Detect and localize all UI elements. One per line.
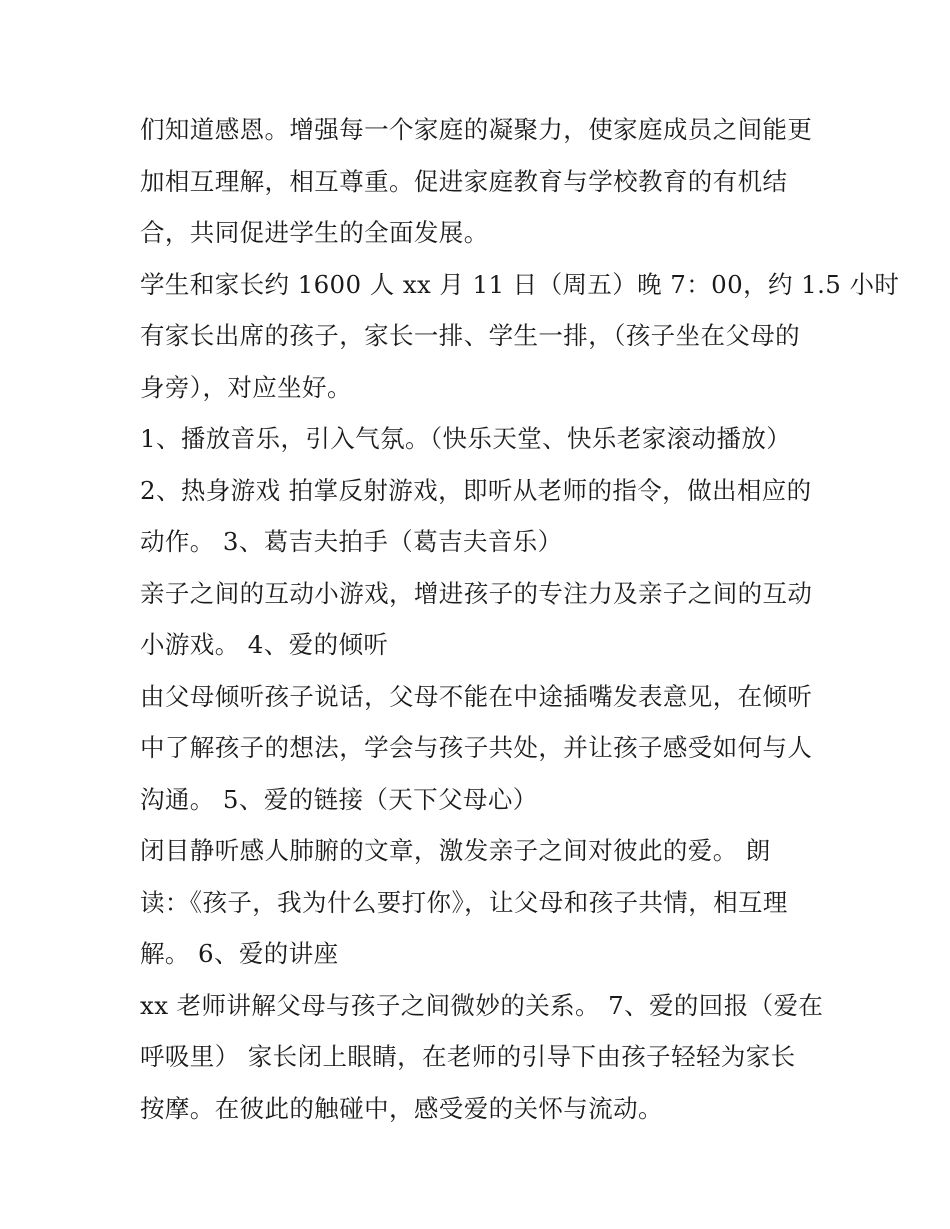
text-line: 解。 6、爱的讲座 [140, 939, 339, 968]
paragraph-step-4-5 [140, 671, 820, 826]
text-line: 中了解孩子的想法，学会与孩子共处，并让孩子感受如何与人 [140, 733, 813, 762]
text-line: 由父母倾听孩子说话，父母不能在中途插嘴发表意见，在倾听 [140, 681, 813, 711]
text-line: 闭目静听感人肺腑的文章，激发亲子之间对彼此的爱。 朗 [140, 836, 771, 865]
paragraph-step-5-6 [140, 825, 820, 980]
text-line: 身旁），对应坐好。 [140, 372, 352, 402]
paragraph-step-2-3 [140, 465, 820, 568]
text-line: 按摩。在彼此的触碰中，感受爱的关怀与流动。 [140, 1093, 663, 1123]
text-line: 动作。 3、葛吉夫拍手（葛吉夫音乐） [140, 527, 563, 556]
text-line: 学生和家长约 1600 人 xx 月 11 日（周五）晚 7：00，约 1.5 小时 [140, 269, 900, 299]
paragraph-step-6-7 [140, 980, 824, 1135]
text-line: 们知道感恩。增强每一个家庭的凝聚力，使家庭成员之间能更 [140, 115, 813, 144]
text-line: 沟通。 5、爱的链接（天下父母心） [140, 784, 538, 814]
paragraph-step-3-4 [140, 568, 820, 671]
text-line: 小游戏。 4、爱的倾听 [140, 630, 389, 659]
text-line: 加相互理解，相互尊重。促进家庭教育与学校教育的有机结 [140, 166, 788, 196]
paragraph-participants [140, 259, 900, 414]
paragraph-purpose [140, 104, 820, 259]
text-line: xx 老师讲解父母与孩子之间微妙的关系。 7、爱的回报（爱在 [140, 990, 824, 1020]
paragraph-step-1 [140, 413, 820, 465]
text-line: 亲子之间的互动小游戏，增进孩子的专注力及亲子之间的互动 [140, 578, 813, 608]
text-line: 1、播放音乐，引入气氛。（快乐天堂、快乐老家滚动播放） [140, 424, 792, 453]
text-line: 合，共同促进学生的全面发展。 [140, 218, 489, 247]
text-line: 读：《孩子，我为什么要打你》，让父母和孩子共情，相互理 [140, 887, 788, 917]
text-line: 有家长出席的孩子，家长一排、学生一排，（孩子坐在父母的 [140, 321, 801, 350]
document-body [140, 104, 900, 1134]
text-line: 呼吸里） 家长闭上眼睛，在老师的引导下由孩子轻轻为家长 [140, 1042, 796, 1071]
text-line: 2、热身游戏 拍掌反射游戏，即听从老师的指令，做出相应的 [140, 475, 812, 505]
